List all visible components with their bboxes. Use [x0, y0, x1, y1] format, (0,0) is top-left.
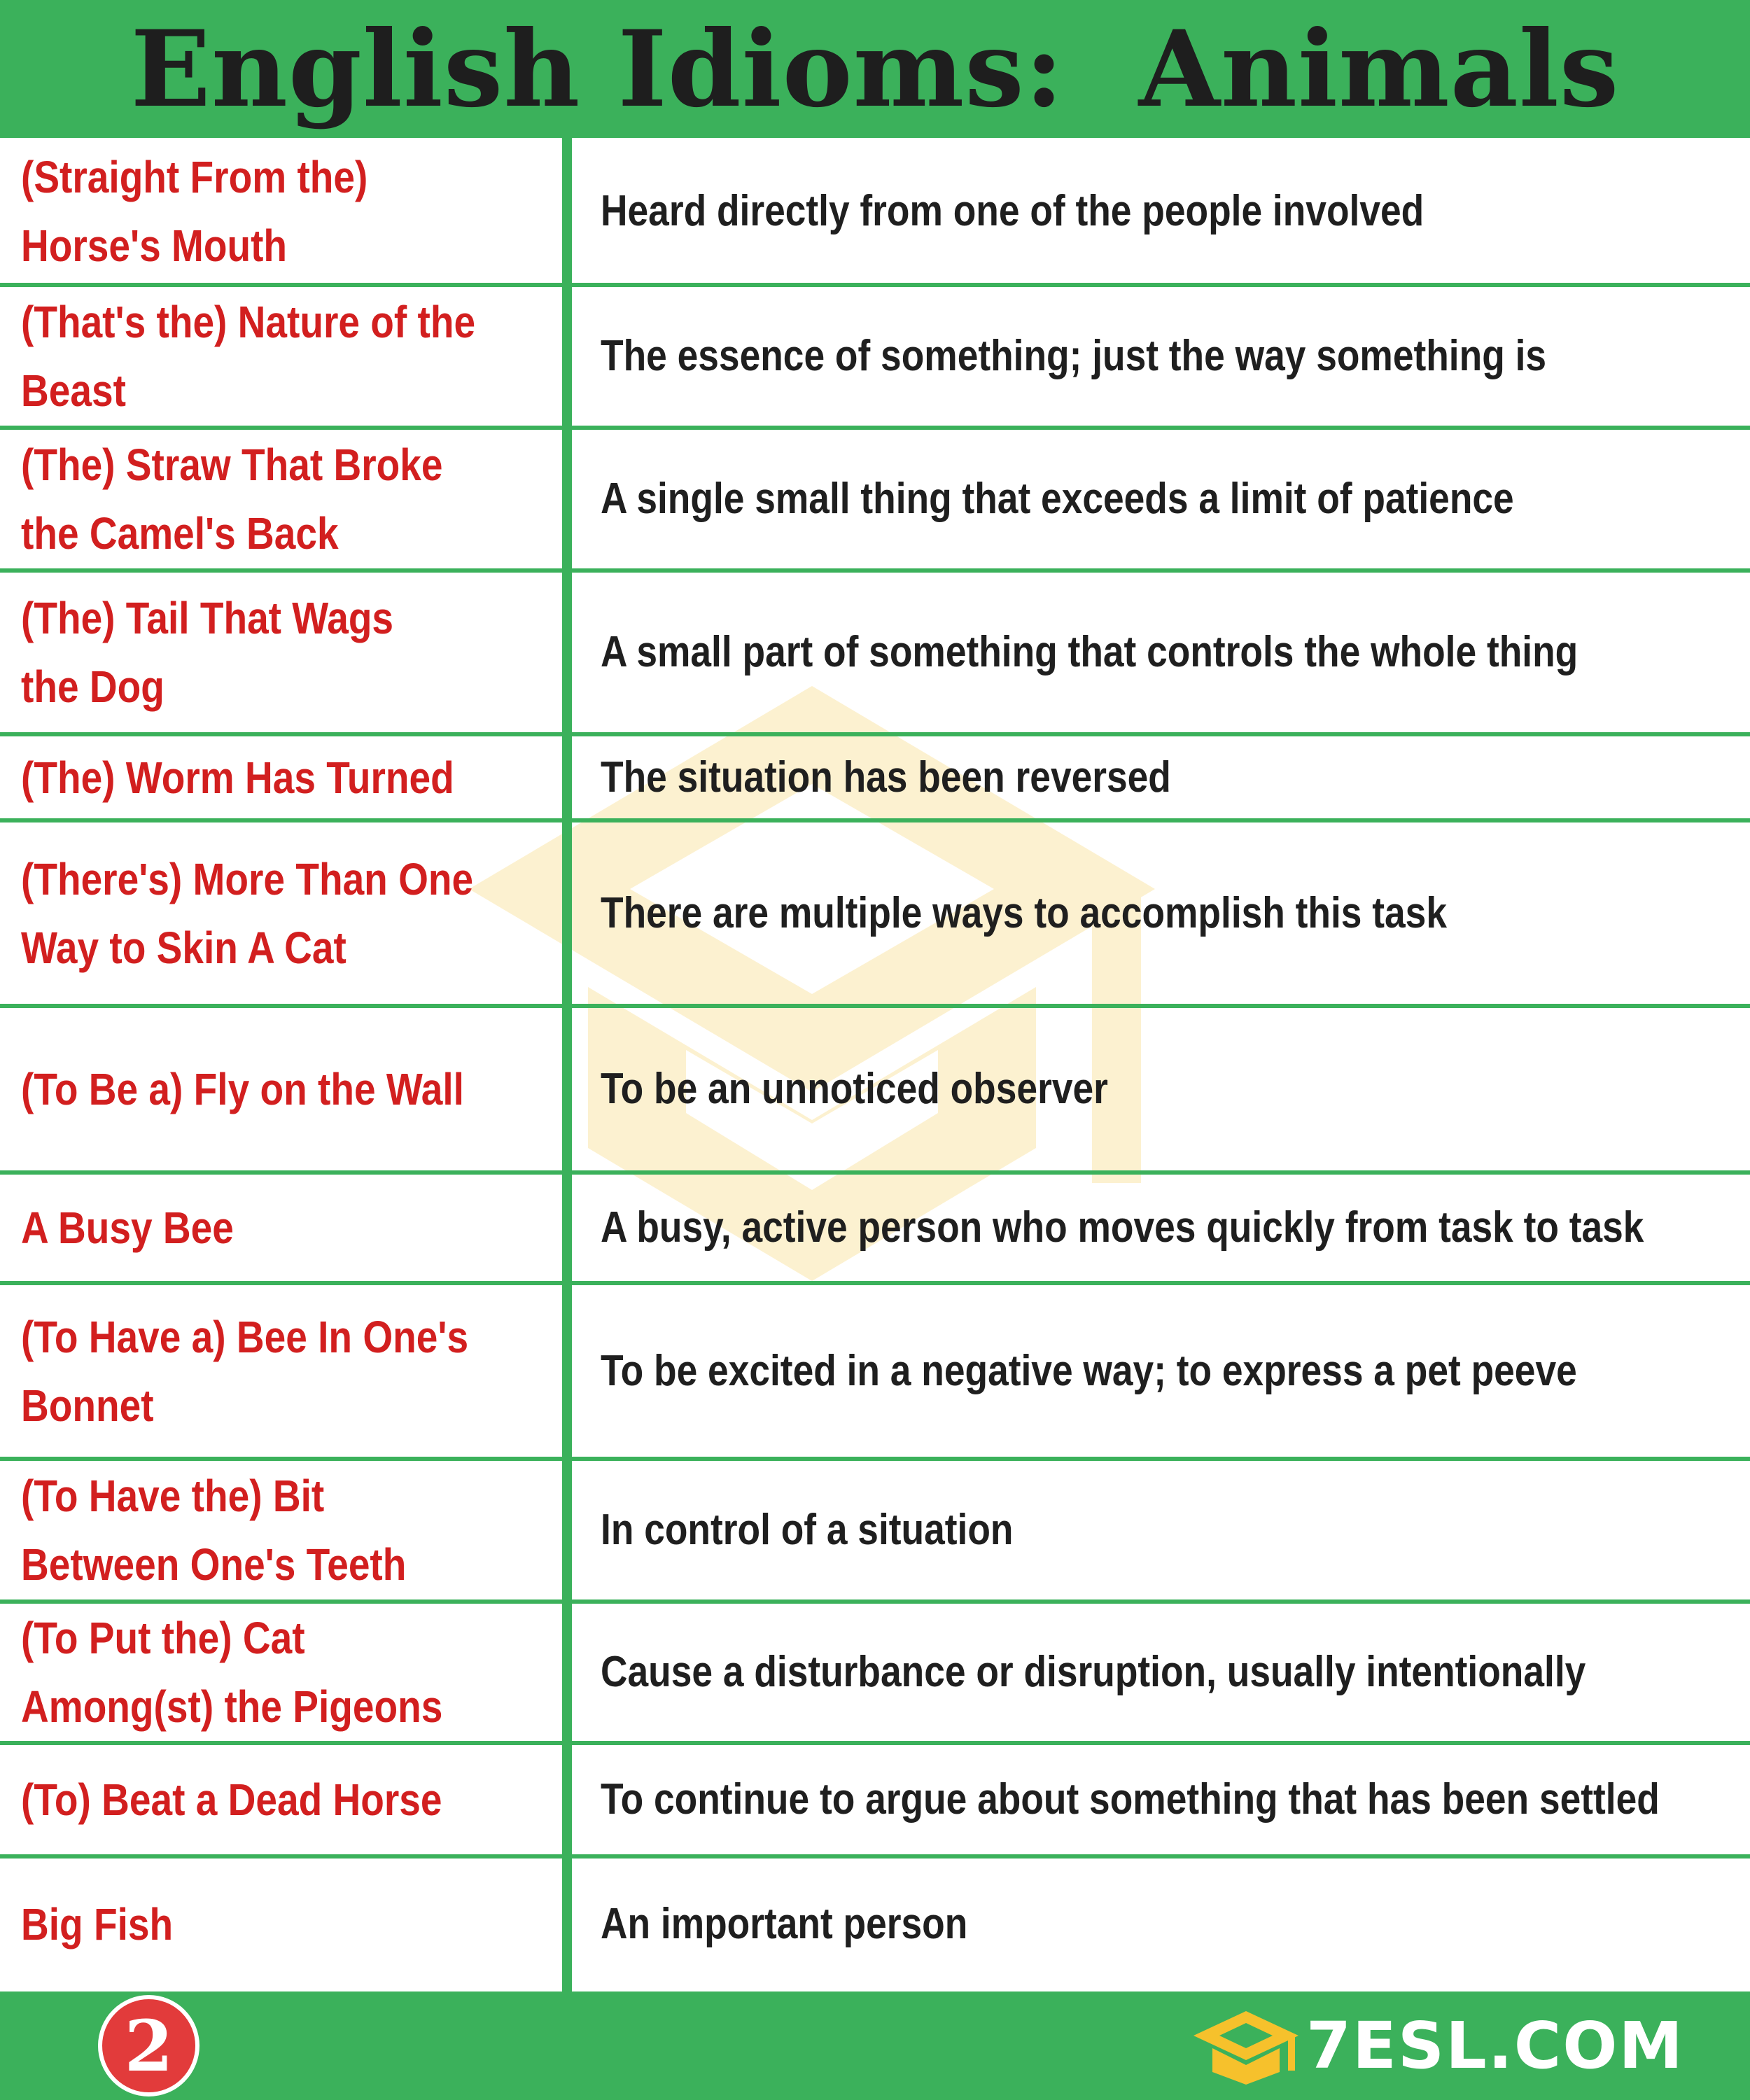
table-row — [0, 1172, 1750, 1283]
table-row — [0, 1743, 1750, 1856]
meaning-cell: There are multiple ways to accomplish this task — [601, 888, 1447, 937]
idiom-text — [21, 845, 551, 982]
idiom-text — [21, 584, 551, 721]
idiom-text — [21, 1462, 551, 1599]
table-row — [0, 1856, 1750, 1991]
brand-name: 7ESL.COM — [1306, 2008, 1684, 2083]
idiom-line: (To Have the) Bit — [21, 1471, 325, 1521]
footer-banner — [0, 1991, 1750, 2100]
idiom-text — [21, 1194, 551, 1262]
idiom-cell — [21, 820, 479, 1006]
idiom-cell — [21, 570, 479, 734]
idiom-cell — [21, 1459, 479, 1602]
idiom-text — [21, 743, 551, 812]
meaning-cell: A small part of something that controls the whole thing — [601, 628, 1578, 676]
idiom-table — [0, 138, 1750, 1991]
idiom-text — [21, 1890, 551, 1959]
table-row — [0, 1283, 1750, 1459]
idiom-line: (Straight From the) — [21, 152, 368, 202]
idiom-line: the Dog — [21, 662, 164, 712]
table-row — [0, 138, 1750, 285]
table-row — [0, 570, 1750, 734]
table-row — [0, 285, 1750, 428]
idiom-text — [21, 143, 551, 280]
meaning-cell: To be an unnoticed observer — [601, 1065, 1108, 1113]
idiom-text — [21, 1765, 551, 1834]
meaning-cell: To be excited in a negative way; to express a pet peeve — [601, 1346, 1577, 1395]
idiom-cell — [21, 1172, 479, 1283]
idiom-line: Horse's Mouth — [21, 220, 288, 271]
graduation-cap-logo-icon — [1190, 2008, 1302, 2085]
idiom-text — [21, 430, 551, 568]
idiom-cell — [21, 138, 479, 285]
table-row — [0, 1006, 1750, 1172]
idiom-line: (The) Tail That Wags — [21, 593, 394, 643]
idiom-cell — [21, 1602, 479, 1743]
meaning-cell: An important person — [601, 1899, 968, 1948]
idiom-line: Between One's Teeth — [21, 1539, 407, 1590]
idiom-line: (The) Worm Has Turned — [21, 752, 454, 803]
table-row — [0, 820, 1750, 1006]
table-row — [0, 428, 1750, 570]
idiom-cell — [21, 428, 479, 570]
idiom-cell — [21, 734, 479, 820]
brand-logo — [1190, 2005, 1684, 2086]
idiom-cell — [21, 1283, 479, 1459]
idiom-line: (To Be a) Fly on the Wall — [21, 1064, 464, 1114]
table-row — [0, 734, 1750, 820]
idiom-line: (To) Beat a Dead Horse — [21, 1774, 442, 1825]
idiom-line: the Camel's Back — [21, 508, 339, 559]
idiom-cell — [21, 1006, 479, 1172]
idiom-line: Among(st) the Pigeons — [21, 1681, 443, 1732]
idiom-line: Way to Skin A Cat — [21, 922, 346, 973]
table-row — [0, 1602, 1750, 1743]
meaning-cell: Heard directly from one of the people involved — [601, 187, 1424, 235]
page-title: English Idioms: Animals — [130, 7, 1620, 131]
idiom-text — [21, 1055, 551, 1124]
meaning-cell: A single small thing that exceeds a limit of patience — [601, 475, 1514, 523]
idiom-line: Beast — [21, 365, 126, 416]
idiom-cell — [21, 1856, 479, 1991]
idiom-text — [21, 1604, 551, 1741]
idiom-text — [21, 288, 551, 425]
table-row — [0, 1459, 1750, 1602]
idiom-line: A Busy Bee — [21, 1203, 234, 1253]
idiom-line: (The) Straw That Broke — [21, 440, 443, 490]
idiom-cell — [21, 1743, 479, 1856]
idiom-text — [21, 1303, 551, 1440]
title-banner — [0, 0, 1750, 138]
idiom-cell — [21, 285, 479, 428]
idiom-line: (To Put the) Cat — [21, 1613, 305, 1663]
idiom-line: Bonnet — [21, 1380, 154, 1431]
meaning-cell: Cause a disturbance or disruption, usually intentionally — [601, 1648, 1586, 1696]
meaning-cell: A busy, active person who moves quickly from task to task — [601, 1203, 1644, 1252]
meaning-cell: In control of a situation — [601, 1506, 1014, 1554]
idiom-line: (There's) More Than One — [21, 853, 474, 904]
idiom-line: Big Fish — [21, 1898, 174, 1949]
idiom-line: (To Have a) Bee In One's — [21, 1311, 469, 1362]
meaning-cell: The situation has been reversed — [601, 752, 1171, 802]
idiom-line: (That's the) Nature of the — [21, 297, 476, 347]
page-number-badge: 2 — [98, 1995, 200, 2096]
meaning-cell: The essence of something; just the way something is — [601, 332, 1547, 380]
meaning-cell: To continue to argue about something that has been settled — [601, 1775, 1660, 1823]
